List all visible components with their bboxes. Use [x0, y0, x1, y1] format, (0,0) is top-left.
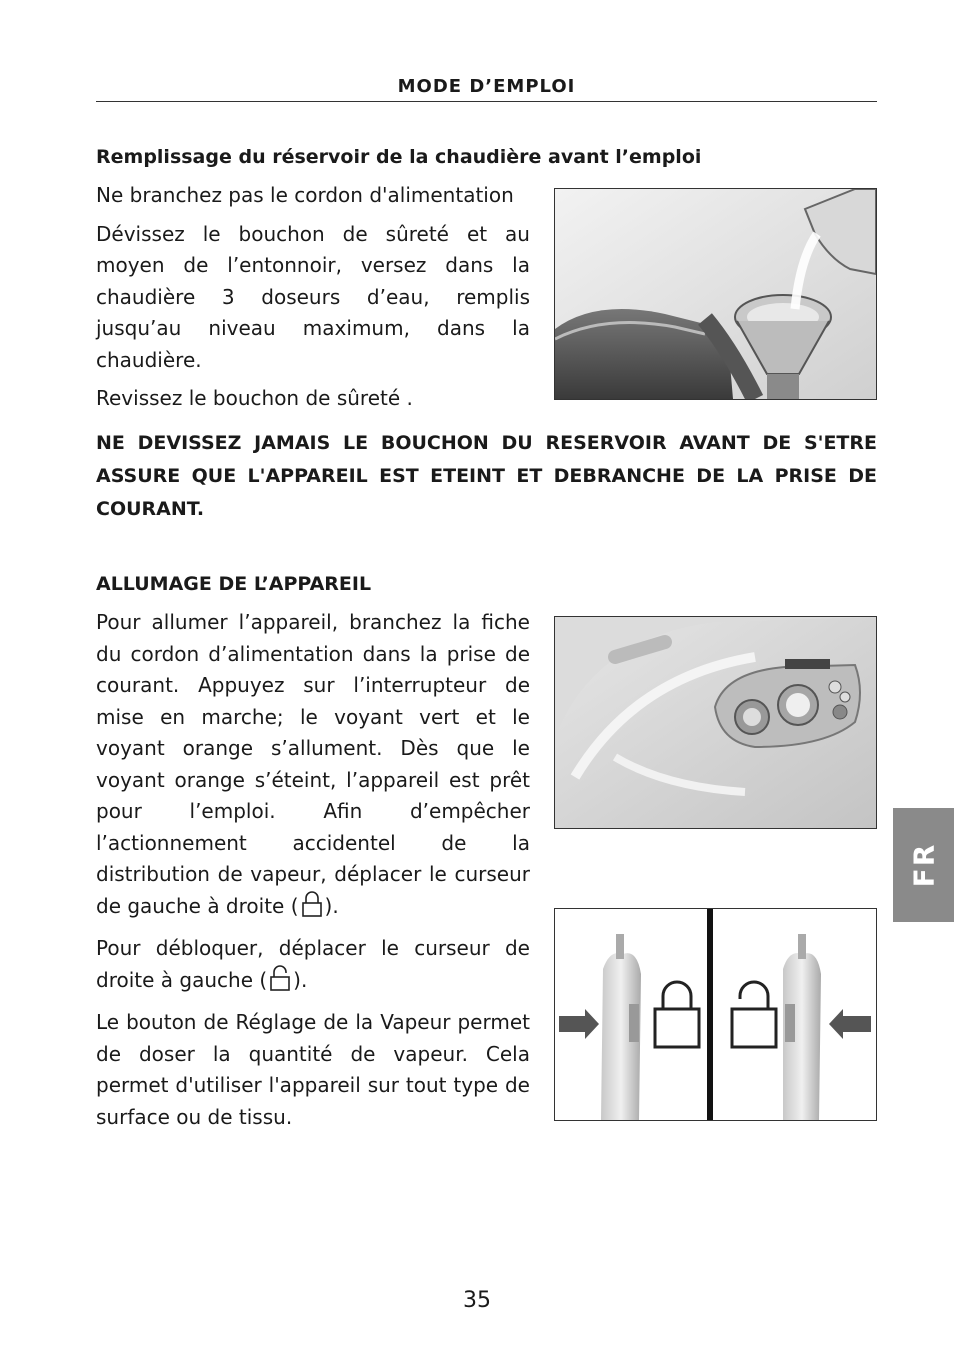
paragraph-text: Pour allumer l’appareil, branchez la fiche du cordon d’alimentation dans la prise de courant. Appuyez sur l’interrupteur de mise en marche; le voyant vert et le voyant orange s’allument. Dès que le voyant orange s’éteint, l’appareil est prêt pour l’emploi. Afin d’empêcher l’actionnement accidentel de la distribution de vapeur, déplacer le curseur de gauche à droite ( — [96, 610, 530, 918]
section-heading-filling: Remplissage du réservoir de la chaudière avant l’emploi — [96, 146, 702, 168]
paragraph-text: ). — [293, 967, 308, 992]
header-rule — [96, 101, 877, 102]
paragraph — [96, 933, 530, 1000]
section-heading-switch-on: ALLUMAGE DE L’APPAREIL — [96, 573, 372, 595]
language-tab-label: FR — [907, 842, 940, 888]
section-filling-text — [96, 180, 530, 422]
paragraph — [96, 607, 530, 926]
safety-warning: NE DEVISSEZ JAMAIS LE BOUCHON DU RESERVOIR AVANT DE S'ETRE ASSURE QUE L'APPAREIL EST ETEINT ET DEBRANCHE DE LA PRISE DE COURANT. — [96, 432, 877, 520]
paragraph-text: Pour débloquer, déplacer le curseur de droite à gauche ( — [96, 936, 530, 992]
paragraph-text: ). — [324, 893, 339, 918]
paragraph: Revissez le bouchon de sûreté . — [96, 386, 413, 410]
language-tab — [893, 808, 954, 922]
paragraph: Le bouton de Réglage de la Vapeur permet de doser la quantité de vapeur. Cela permet d'utiliser l'appareil sur tout type de surface ou de tissu. — [96, 1010, 530, 1129]
paragraph: Ne branchez pas le cordon d'alimentation — [96, 183, 514, 207]
page-number: 35 — [463, 1288, 491, 1313]
control-panel-illustration — [554, 616, 877, 829]
lock-slider-illustration — [554, 908, 877, 1121]
filling-illustration — [554, 188, 877, 400]
page-header: MODE D’EMPLOI — [397, 76, 576, 97]
closed-lock-icon — [301, 891, 323, 927]
open-lock-icon — [269, 965, 291, 1001]
paragraph: Dévissez le bouchon de sûreté et au moyen de l’entonnoir, versez dans la chaudière 3 doseurs d’eau, remplis jusqu’au niveau maximum, dans la chaudière. — [96, 221, 530, 372]
section-switch-on-text — [96, 607, 530, 1140]
